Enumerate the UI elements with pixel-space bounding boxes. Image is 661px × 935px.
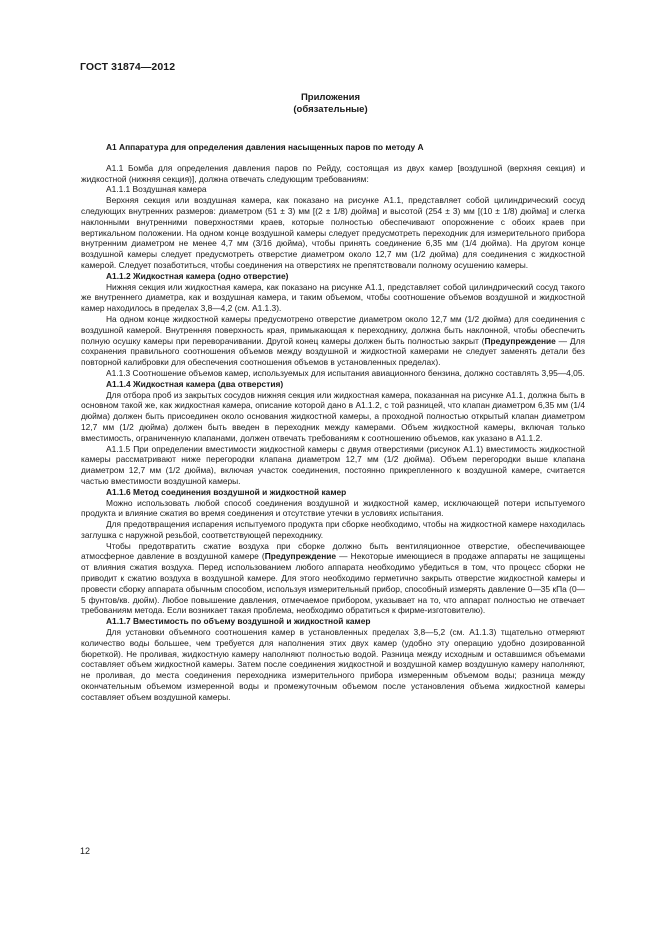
text-segment: На одном конце жидкостной камеры предусмотрено отверстие диаметром около 12,7 мм (1/2 дюйма) для соединения с воздушной камерой. Внутренняя поверхность края, примыкающая к переходнику, должна быть наклонной, чтобы обеспечить полную осушку камеры при переворачивании. Другой конец камеры должен быть полностью закрыт ( bbox=[81, 313, 585, 346]
text-segment: — Для сохранения правильного соотношения объемов между воздушной и жидкостной камерами не следует заменять детали без повторной калибровки для обеспечения соотношения объемов в установленных пределах). bbox=[81, 335, 585, 368]
paragraph-a1-1: А1.1 Бомба для определения давления паров по Рейду, состоящая из двух камер [воздушной (верхняя секция) и жидкостной (нижняя секция)], должна отвечать следующим требованиям: bbox=[81, 162, 585, 184]
paragraph-sampling: Для отбора проб из закрытых сосудов нижняя секция или жидкостная камера, показанная на рисунке А1.1, должна быть в основном такой же, как жидкостная камера, описание которой дано в А1.1.2, с той разницей, что клапан диаметром 6,35 мм (1/4 дюйма) должен быть присоединен около основания жидкостной камеры, а проходной полностью открытый клапан диаметром 12,7 мм (1/2 дюйма) должен быть введен в переходник между камерами. Объем жидкостной камеры, включая только вместимость, ограниченную клапанами, должен отвечать требованиям к соотношению объемов, как указано в А1.1.2. bbox=[81, 389, 585, 443]
annex-heading bbox=[0, 92, 661, 116]
text-segment: — Некоторые имеющиеся в продаже аппараты не защищены от влияния сжатия воздуха. Перед использованием любого аппарата необходимо убедиться в том, что процесс сборки не приводит к сжатию воздуха в воздушной камере. Для этого необходимо герметично закрыть отверстие жидкостной камеры и провести сборку аппарата обычным способом, используя измерительный прибор, способный измерять давление 0—35 кПа (0—5 фунтов/кв. дюйм). Любое повышение давления, отмечаемое прибором, указывает на то, что аппарат полностью не отвечает требованиям метода. Если возникает такая проблема, необходимо обратиться к фирме-изготовителю). bbox=[81, 551, 585, 616]
warning-label: Предупреждение bbox=[484, 335, 556, 346]
annex-title: Приложения bbox=[300, 92, 361, 103]
heading-air-chamber: А1.1.1 Воздушная камера bbox=[106, 184, 207, 195]
paragraph-connection: Можно использовать любой способ соединения воздушной и жидкостной камер, исключающей потери испытуемого продукта и влияние сжатия во время соединения и отсутствие утечки в условиях испытания. bbox=[81, 497, 585, 519]
paragraph-air-chamber: Верхняя секция или воздушная камера, как показано на рисунке А1.1, представляет собой цилиндрический сосуд следующих внутренних размеров: диаметром (51 ± 3) мм [(2 ± 1/8) дюйма] и высотой (254 ± 3) мм [(10 ± 1/8) дюйма] и слегка наклонными внутренними поверхностями краев, которые полностью обеспечивают опорожнение с обоих краев при вертикальном положении. На одном конце воздушной камеры следует предусмотреть переходник для измерительного прибора внутренним диаметром не менее 4,7 мм (3/16 дюйма), чтобы принять соединение 6,35 мм (1/4 дюйма). На другом конце воздушной камеры следует предусмотреть отверстие диаметром около 12,7 мм (1/2 дюйма) для соединения с жидкостной камерой. Следует позаботиться, чтобы соединения на отверстиях не препятствовали полному осушению камеры. bbox=[81, 195, 585, 270]
paragraph-capacity: А1.1.5 При определении вместимости жидкостной камеры с двумя отверстиями (рисунок А1.1) вместимость жидкостной камеры рассматривают ниже перегородки клапана диаметром 12,7 мм (1/2 дюйма). Объем перегородки выше клапана диаметром 12,7 мм (1/2 дюйма), включая участок соединения, постоянно прикрепленного к воздушной камере, считается частью вместимости воздушной камеры. bbox=[81, 443, 585, 486]
paragraph-volume-ratio: А1.1.3 Соотношение объемов камер, используемых для испытания авиационного бензина, должно составлять 3,95—4,05. bbox=[106, 367, 585, 378]
heading-connection-method: А1.1.6 Метод соединения воздушной и жидкостной камер bbox=[106, 486, 347, 497]
paragraph-liquid-chamber-opening bbox=[81, 314, 585, 368]
text-segment: Чтобы предотвратить сжатие воздуха при сборке должно быть вентиляционное отверстие, обеспечивающее атмосферное давление в воздушной камере ( bbox=[81, 540, 585, 562]
paragraph-volume-measurement: Для установки объемного соотношения камер в установленных пределах 3,8—5,2 (см. А1.1.3) тщательно отмеряют количество воды большее, чем требуется для наполнения этих двух камер (удобно эту операцию удобно дозированной бюреткой). Не проливая, жидкостную камеру наполняют полностью водой. Разница между исходным и оставшимся объемами составляет объем жидкостной камеры. Затем после соединения жидкостной и воздушной камер воздушную камеру наполняют, не проливая, до места соединения переходника измерительного прибора измеренным объемом воды; разница между окончательным объемом измеренной воды и промежуточным объемом после установления объема жидкостной камеры составляет объем воздушной камеры. bbox=[81, 627, 585, 702]
paragraph-evaporation: Для предотвращения испарения испытуемого продукта при сборке необходимо, чтобы на жидкостной камере находилась заглушка с наружной резьбой, соответствующей переходнику. bbox=[81, 519, 585, 540]
heading-liquid-chamber-two-openings: А1.1.4 Жидкостная камера (два отверстия) bbox=[106, 378, 284, 389]
paragraph-compression bbox=[81, 541, 585, 617]
section-title: А1 Аппаратура для определения давления насыщенных паров по методу А bbox=[106, 142, 424, 152]
document-body bbox=[81, 142, 585, 703]
annex-subtitle: (обязательные) bbox=[293, 104, 368, 115]
page-number: 12 bbox=[80, 846, 91, 856]
standard-header: ГОСТ 31874—2012 bbox=[80, 61, 176, 73]
warning-label: Предупреждение bbox=[264, 551, 337, 562]
paragraph-liquid-chamber-shape: Нижняя секция или жидкостная камера, как показано на рисунке А1.1, представляет собой цилиндрический сосуд такого же внутреннего диаметра, как и воздушная камера, и таким объемом, чтобы соотношение объемов воздушной и жидкостной камер находилось в пределах 3,8—4,2 (см. А1.1.3). bbox=[81, 281, 585, 314]
heading-volume-capacity: А1.1.7 Вместимость по объему воздушной и жидкостной камер bbox=[106, 616, 371, 627]
heading-liquid-chamber-one-opening: А1.1.2 Жидкостная камера (одно отверстие) bbox=[106, 270, 289, 281]
